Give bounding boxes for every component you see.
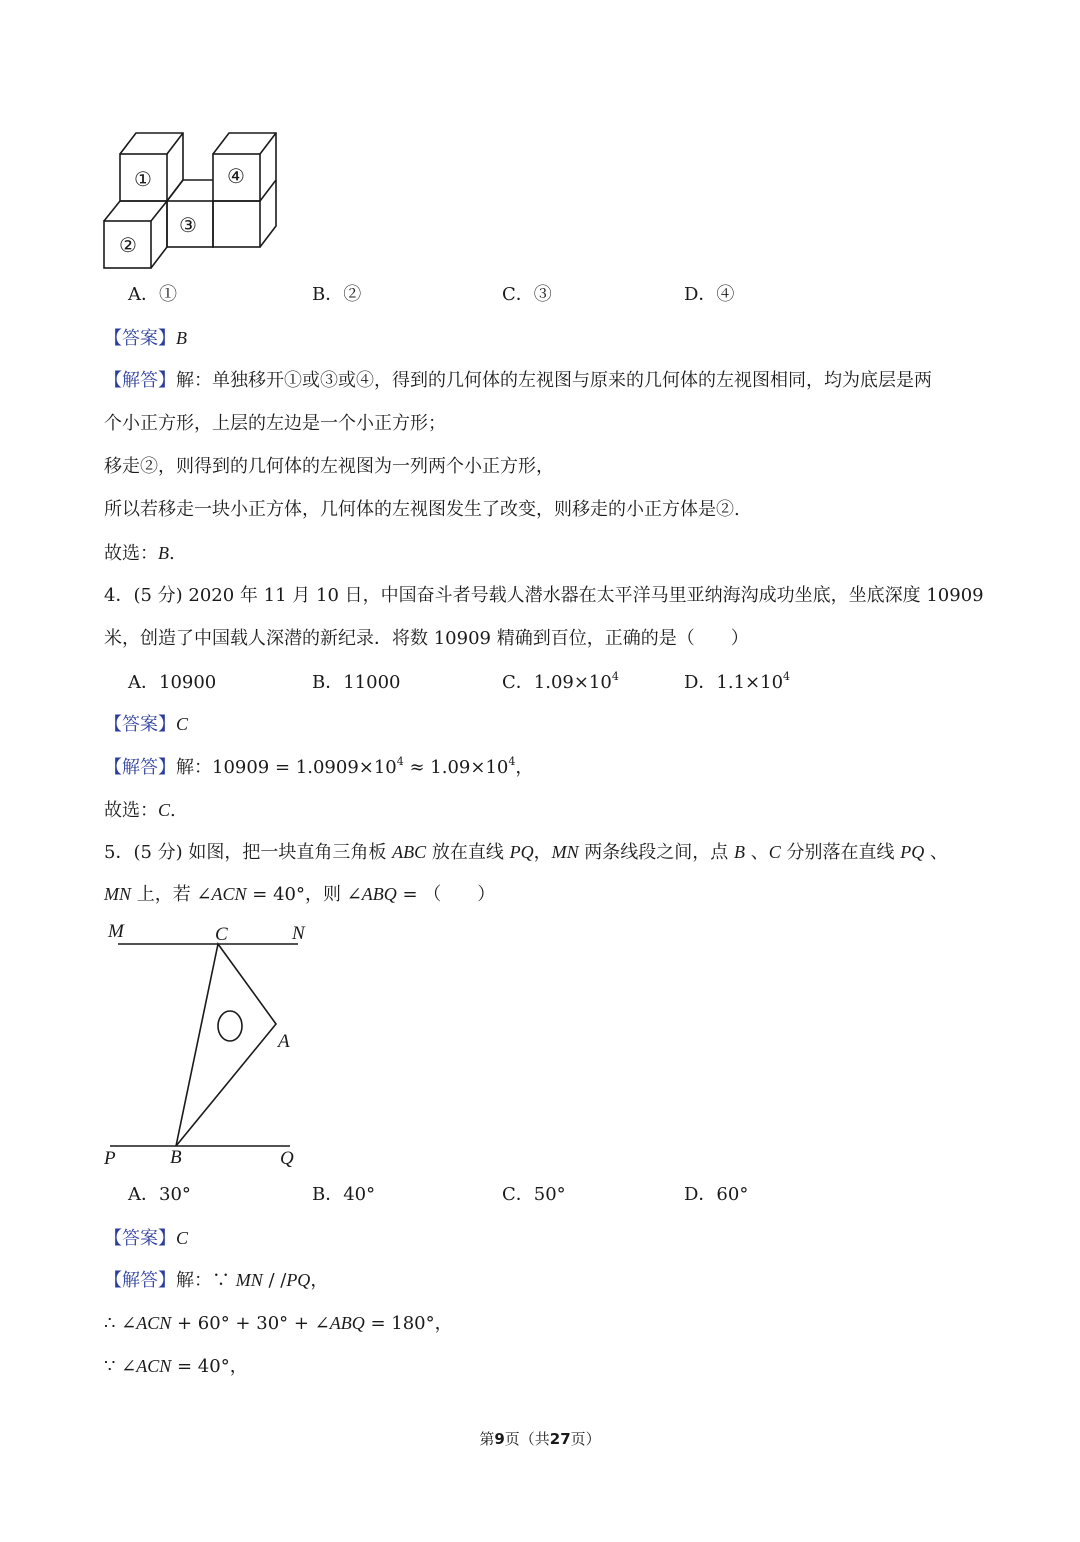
page-total: 27 (549, 1430, 571, 1448)
q3-analysis-line-3: 移走②，则得到的几何体的左视图为一列两个小正方形， (104, 456, 554, 477)
q5-option-d: D．60° (684, 1184, 749, 1205)
cube-figure (100, 128, 285, 273)
q5-analysis-line-2: ∴ ∠ACN + 60° + 30° + ∠ABQ = 180°， (104, 1313, 453, 1334)
q4-option-a: A．10900 (128, 672, 217, 693)
q4-option-b: B．11000 (312, 672, 401, 693)
q3-option-c: C．③ (502, 284, 552, 305)
q3-analysis-line-1: 【解答】解：单独移开①或③或④，得到的几何体的左视图与原来的几何体的左视图相同，均为底层是两 (104, 370, 932, 391)
q4-choose: 故选：C. (104, 800, 176, 821)
q5-stem-line-1: 5．(5 分) 如图，把一块直角三角板 ABC 放在直线 PQ，MN 两条线段之间，点 B 、C 分别落在直线 PQ 、 (104, 842, 948, 863)
q5-option-a: A．30° (128, 1184, 191, 1205)
label-a: A (278, 1031, 290, 1052)
q4-stem-line-2: 米，创造了中国载人深潜的新纪录．将数 10909 精确到百位，正确的是（ ） (104, 628, 749, 649)
page-footer: 第9页（共27页） (479, 1430, 601, 1448)
q4-answer (104, 711, 188, 738)
analysis-tag: 【解答】 (104, 757, 176, 778)
answer-value: B (176, 328, 187, 348)
answer-value: C (176, 1228, 189, 1248)
answer-tag: 【答案】 (104, 1228, 176, 1249)
cube-label-1: ① (134, 169, 152, 191)
triangle-figure (100, 915, 320, 1170)
label-p: P (104, 1148, 116, 1169)
q4-option-d: D．$1.1\times 10^4$ (684, 670, 791, 693)
analysis-tag: 【解答】 (104, 370, 176, 391)
answer-value: C (176, 714, 189, 734)
triangle-abc (176, 944, 276, 1146)
q5-analysis-line-1: 【解答】解：∵ MN / /PQ， (104, 1270, 329, 1291)
q3-option-a: A．① (128, 284, 177, 305)
answer-tag: 【答案】 (104, 328, 176, 349)
q3-analysis-line-4: 所以若移走一块小正方体，几何体的左视图发生了改变，则移走的小正方体是②. (104, 499, 740, 520)
q4-option-c: C．$1.09\times 10^4$ (502, 670, 619, 693)
analysis-tag: 【解答】 (104, 1270, 176, 1291)
q5-option-b: B．40° (312, 1184, 376, 1205)
q5-option-c: C．50° (502, 1184, 566, 1205)
cube-label-4: ④ (227, 166, 245, 188)
q5-answer (104, 1225, 188, 1252)
q3-option-d: D．④ (684, 284, 735, 305)
q5-analysis-line-3: ∵ ∠ACN = 40°， (104, 1356, 248, 1377)
q5-stem-line-2: MN 上，若 ∠ACN = 40°，则 ∠ABQ = （ ） (104, 884, 496, 905)
label-n: N (292, 923, 305, 944)
q3-analysis-line-2: 个小正方形，上层的左边是一个小正方形； (104, 413, 446, 434)
label-q: Q (280, 1148, 294, 1169)
cube-label-3: ③ (179, 215, 197, 237)
q3-option-b: B．② (312, 284, 362, 305)
answer-tag: 【答案】 (104, 714, 176, 735)
label-m: M (108, 921, 124, 942)
q4-analysis: 【解答】解：$10909 = 1.0909\times 10^4 \approx 1.09\times 10^4$， (104, 755, 534, 778)
q3-answer (104, 325, 187, 352)
q4-stem-line-1: 4．(5 分) 2020 年 11 月 10 日，中国奋斗者号载人潜水器在太平洋马里亚纳海沟成功坐底，坐底深度 10909 (104, 585, 984, 606)
page-number: 9 (494, 1430, 505, 1448)
label-b: B (170, 1147, 182, 1168)
triangle-hole (218, 1011, 242, 1041)
cube-label-2: ② (119, 235, 137, 257)
label-c: C (215, 924, 228, 945)
q3-choose: 故选：B. (104, 543, 175, 564)
